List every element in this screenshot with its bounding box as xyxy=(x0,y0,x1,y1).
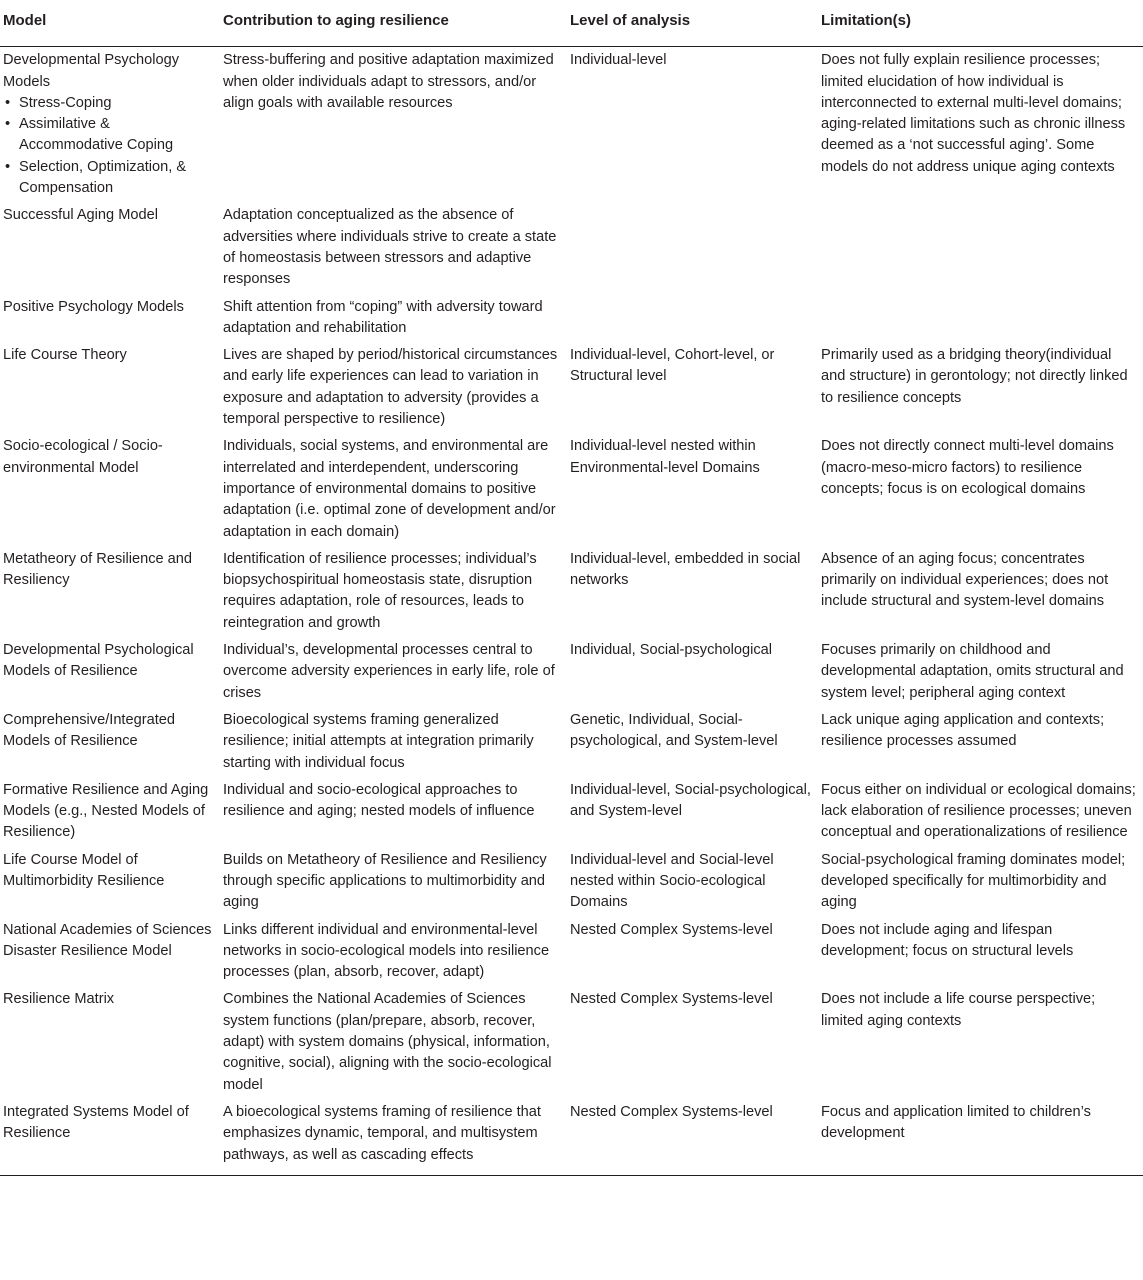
contribution-cell: Links different individual and environmental-level networks in socio-ecological models into resilience processes (plan, absorb, recover, adapt) xyxy=(223,921,550,981)
limitation-cell xyxy=(818,202,1143,293)
level-cell xyxy=(567,294,818,343)
limitation-cell: Does not fully explain resilience processes; limited elucidation of how individual is interconnected to external multi-level domains; aging-related limitations such as chronic illness deemed as a ‘not successful aging’. Some models do not address unique aging contexts xyxy=(821,52,1126,175)
table-row xyxy=(0,433,1143,545)
contribution-cell: Combines the National Academies of Sciences system functions (plan/prepare, absorb, recover, adapt) with system domains (physical, information, cognitive, social), aligning with the socio-ecological model xyxy=(223,991,552,1093)
limitation-cell: Lack unique aging application and contexts; resilience processes assumed xyxy=(821,711,1105,750)
table-row xyxy=(0,917,1143,987)
model-cell: Positive Psychology Models xyxy=(3,298,184,315)
model-cell: Life Course Theory xyxy=(3,347,127,364)
level-cell: Nested Complex Systems-level xyxy=(570,921,773,938)
limitation-cell: Focus and application limited to children’s development xyxy=(818,1099,1143,1175)
table-row xyxy=(0,342,1143,433)
header-limitations: Limitation(s) xyxy=(818,0,1143,47)
model-cell xyxy=(0,47,220,203)
model-cell: Successful Aging Model xyxy=(3,207,158,224)
table-header xyxy=(0,0,1143,47)
level-cell: Individual-level and Social-level nested within Socio-ecological Domains xyxy=(570,851,774,911)
limitation-cell: Absence of an aging focus; concentrates primarily on individual experiences; does not include structural and system-level domains xyxy=(821,550,1109,610)
submodel-item: • Selection, Optimization, & Compensation xyxy=(3,157,216,200)
level-cell: Individual-level, embedded in social networks xyxy=(570,550,801,589)
level-cell: Individual-level xyxy=(570,52,667,69)
table-row xyxy=(0,546,1143,637)
model-cell: National Academies of Sciences Disaster Resilience Model xyxy=(3,921,212,959)
table-row xyxy=(0,986,1143,1098)
table-row xyxy=(0,1099,1143,1175)
level-cell: Individual-level nested within Environmental-level Domains xyxy=(570,438,760,476)
table-body xyxy=(0,47,1143,1176)
level-cell xyxy=(567,202,818,293)
model-cell: Life Course Model of Multimorbidity Resilience xyxy=(3,851,165,889)
submodel-item: • Stress-Coping xyxy=(3,93,216,114)
limitation-cell: Social-psychological framing dominates model; developed specifically for multimorbidity and aging xyxy=(821,851,1126,911)
level-cell: Genetic, Individual, Social-psychological, and System-level xyxy=(570,711,778,750)
contribution-cell: Shift attention from “coping” with adversity toward adaptation and rehabilitation xyxy=(223,298,543,336)
contribution-cell: Builds on Metatheory of Resilience and Resiliency through specific applications to multimorbidity and aging xyxy=(223,851,547,911)
model-name: Developmental Psychology Models xyxy=(3,52,180,90)
level-cell: Nested Complex Systems-level xyxy=(567,1099,818,1175)
level-cell: Individual-level, Social-psychological, and System-level xyxy=(570,781,811,820)
table-row xyxy=(0,47,1143,203)
table-row xyxy=(0,202,1143,293)
limitation-cell: Does not include aging and lifespan development; focus on structural levels xyxy=(821,921,1074,959)
table-row xyxy=(0,777,1143,847)
model-cell: Integrated Systems Model of Resilience xyxy=(0,1099,220,1175)
contribution-cell: Stress-buffering and positive adaptation maximized when older individuals adapt to stressors, and/or align goals with available resources xyxy=(223,52,554,111)
model-cell: Metatheory of Resilience and Resiliency xyxy=(3,550,193,589)
contribution-cell: Lives are shaped by period/historical circumstances and early life experiences can lead to variation in exposure and adaptation to adversity (provides a temporal perspective to resilience) xyxy=(223,347,558,428)
contribution-cell: A bioecological systems framing of resilience that emphasizes dynamic, temporal, and multisystem pathways, as well as cascading effects xyxy=(220,1099,567,1175)
submodel-list xyxy=(3,93,216,199)
submodel-item: • Assimilative & Accommodative Coping xyxy=(3,114,216,157)
model-cell: Resilience Matrix xyxy=(3,991,115,1008)
header-contribution: Contribution to aging resilience xyxy=(220,0,567,47)
limitation-cell: Does not directly connect multi-level domains (macro-meso-micro factors) to resilience concepts; focus is on ecological domains xyxy=(821,438,1114,497)
contribution-cell: Individual and socio-ecological approaches to resilience and aging; nested models of influence xyxy=(223,781,535,820)
model-cell: Formative Resilience and Aging Models (e.g., Nested Models of Resilience) xyxy=(3,781,209,841)
level-cell: Individual-level, Cohort-level, or Structural level xyxy=(570,347,775,385)
limitation-cell xyxy=(818,294,1143,343)
limitation-cell: Focuses primarily on childhood and developmental adaptation, omits structural and system level; peripheral aging context xyxy=(821,642,1124,701)
limitation-cell: Primarily used as a bridging theory(individual and structure) in gerontology; not directly linked to resilience concepts xyxy=(821,347,1128,406)
model-cell: Developmental Psychological Models of Resilience xyxy=(3,642,194,680)
table-row xyxy=(0,847,1143,917)
contribution-cell: Individuals, social systems, and environmental are interrelated and interdependent, underscoring importance of environmental domains to positive adaptation (i.e. optimal zone of development and/or adaptation in each domain) xyxy=(223,438,556,540)
limitation-cell: Does not include a life course perspective; limited aging contexts xyxy=(821,991,1096,1029)
contribution-cell: Bioecological systems framing generalized resilience; initial attempts at integration primarily starting with individual focus xyxy=(223,711,534,771)
limitation-cell: Focus either on individual or ecological domains; lack elaboration of resilience processes; uneven conceptual and operationalizations of resilience xyxy=(821,781,1136,841)
model-cell: Socio-ecological / Socio-environmental Model xyxy=(3,438,163,476)
table-row xyxy=(0,637,1143,707)
model-cell: Comprehensive/Integrated Models of Resilience xyxy=(3,711,175,750)
contribution-cell: Individual’s, developmental processes central to overcome adversity experiences in early life, role of crises xyxy=(223,642,555,701)
level-cell: Individual, Social-psychological xyxy=(570,642,772,659)
contribution-cell: Adaptation conceptualized as the absence of adversities where individuals strive to create a state of homeostasis between stressors and adaptive responses xyxy=(223,207,557,288)
table-row xyxy=(0,294,1143,343)
header-row xyxy=(0,0,1143,47)
table-row xyxy=(0,707,1143,777)
level-cell: Nested Complex Systems-level xyxy=(570,991,773,1008)
contribution-cell: Identification of resilience processes; individual’s biopsychospiritual homeostasis state, disruption requires adaptation, role of resources, leads to reintegration and growth xyxy=(223,550,537,631)
header-model: Model xyxy=(0,0,220,47)
header-level: Level of analysis xyxy=(567,0,818,47)
